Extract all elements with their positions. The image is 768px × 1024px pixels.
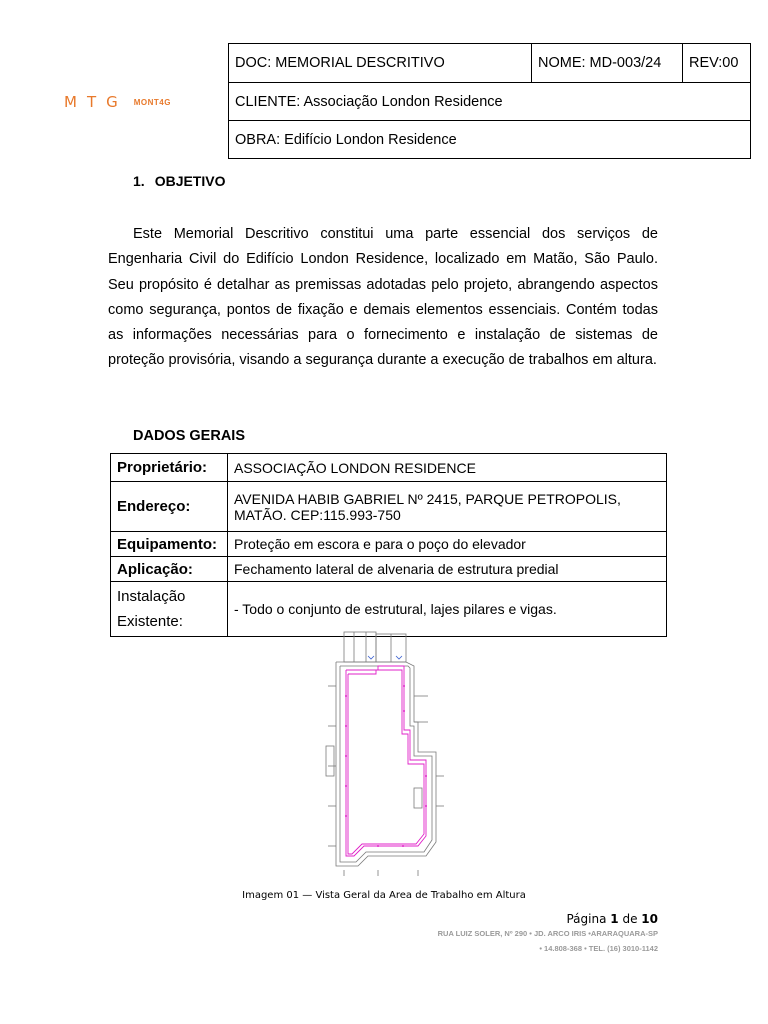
row-value: Fechamento lateral de alvenaria de estrutura predial — [228, 557, 667, 582]
logo-mark: MTG — [64, 93, 128, 111]
page-current: 1 — [610, 912, 619, 926]
figure-caption: Imagem 01 — Vista Geral da Area de Trabalho em Altura — [242, 890, 526, 901]
footer-address: RUA LUIZ SOLER, Nº 290 • JD. ARCO IRIS •ARARAQUARA-SP — [437, 929, 658, 938]
row-key: Proprietário: — [111, 454, 228, 482]
page-of: de — [622, 912, 638, 926]
row-value: ASSOCIAÇÃO LONDON RESIDENCE — [228, 454, 667, 482]
section-title: OBJETIVO — [154, 173, 226, 189]
company-logo — [64, 93, 171, 111]
row-value: Proteção em escora e para o poço do elevador — [228, 532, 667, 557]
nome-cell: NOME: MD-003/24 — [532, 44, 683, 83]
row-key: Equipamento: — [111, 532, 228, 557]
cliente-cell: CLIENTE: Associação London Residence — [229, 83, 751, 121]
page-number — [540, 912, 658, 926]
table-row — [111, 532, 667, 557]
table-row — [111, 482, 667, 532]
plan-walls — [326, 632, 444, 876]
dados-gerais-table — [110, 453, 667, 637]
objective-paragraph: Este Memorial Descritivo constitui uma parte essencial dos serviços de Engenharia Civil do Edifício London Residence, localizado em Matão, São Paulo. Seu propósito é detalhar as premissas adotadas pelo projeto, abrangendo aspectos como segurança, pontos de fixação e demais elementos essenciais. Contém todas as informações necessárias para o fornecimento e instalação de sistemas de proteção provisória, visando a segurança durante a execução de trabalhos em altura. — [108, 226, 658, 369]
row-value: AVENIDA HABIB GABRIEL Nº 2415, PARQUE PETROPOLIS, MATÃO. CEP:115.993-750 — [228, 482, 667, 532]
doc-cell: DOC: MEMORIAL DESCRITIVO — [229, 44, 532, 83]
row-key: Aplicação: — [111, 557, 228, 582]
document-header-table — [228, 43, 751, 159]
page-total: 10 — [641, 912, 658, 926]
floor-plan-drawing — [318, 626, 454, 878]
row-key: Endereço: — [111, 482, 228, 532]
dados-gerais-heading: DADOS GERAIS — [133, 428, 245, 444]
row-value: - Todo o conjunto de estrutural, lajes pilares e vigas. — [228, 582, 667, 637]
table-row — [111, 454, 667, 482]
logo-name: MONT4G — [133, 97, 171, 107]
rev-cell: REV:00 — [683, 44, 751, 83]
row-key: Instalação Existente: — [111, 582, 228, 637]
obra-cell: OBRA: Edifício London Residence — [229, 121, 751, 159]
page-label: Página — [566, 912, 607, 926]
section-heading — [133, 173, 225, 189]
section-number: 1. — [133, 173, 145, 189]
plan-fixing-points — [345, 685, 427, 847]
table-row — [111, 557, 667, 582]
plan-annotation-marks — [368, 656, 402, 659]
footer-contact: • 14.808-368 • TEL. (16) 3010-1142 — [539, 944, 658, 953]
